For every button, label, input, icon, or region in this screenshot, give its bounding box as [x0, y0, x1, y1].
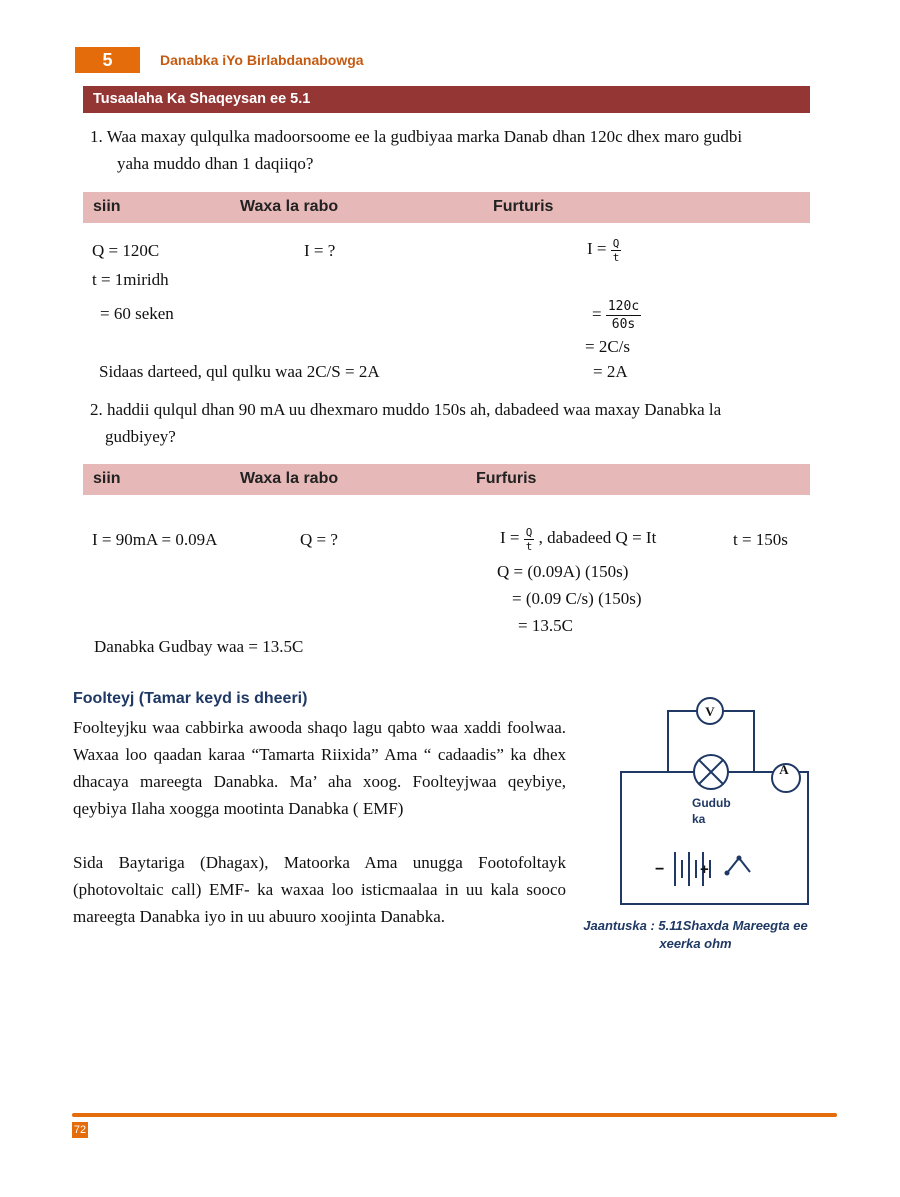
- example2-table-header: [83, 464, 810, 495]
- given-time: t = 1miridh: [92, 270, 169, 289]
- fraction-numerator: 120c: [607, 299, 640, 314]
- given-charge: Q = 120C: [92, 241, 160, 260]
- fraction-denominator: t: [612, 250, 620, 264]
- section-paragraph-2: Sida Baytariga (Dhagax), Matoorka Ama unugga Footofoltayk (photovoltaic call) EMF- ka waxaa loo isticmaalaa in uu kala sooco mareegta Danabka iyo in uu abuuro xoojinta Danabka.: [73, 853, 566, 926]
- formula-prefix: I =: [587, 239, 607, 258]
- required-charge: Q = ?: [300, 530, 338, 549]
- required-current: I = ?: [304, 241, 336, 260]
- equals-sign: =: [592, 304, 602, 324]
- substitution-fraction: [606, 298, 641, 333]
- fraction-denominator: 60s: [611, 317, 636, 332]
- battery-plus-sign: +: [700, 861, 709, 878]
- solution-step4: = 2A: [593, 362, 628, 381]
- header-solution: Furturis: [493, 198, 554, 215]
- solution-substitution: [592, 298, 641, 333]
- bulb-label-line2: ka: [692, 812, 706, 826]
- chapter-number-badge: 5: [75, 47, 140, 73]
- solution-step3: = 2C/s: [585, 337, 631, 356]
- example2-question-line1: 2. haddii qulqul dhan 90 mA uu dhexmaro muddo 150s ah, dabadeed waa maxay Danabka la: [90, 400, 722, 419]
- solution-formula: [587, 235, 621, 264]
- formula-fraction: [611, 237, 622, 264]
- page-number: 72: [73, 1124, 87, 1136]
- example1-question-line2: yaha muddo dhan 1 daqiiqo?: [117, 154, 314, 173]
- switch-icon: [725, 856, 751, 876]
- given-current: I = 90mA = 0.09A: [92, 530, 218, 549]
- formula-prefix: I =: [500, 528, 520, 547]
- solution-formula: [500, 524, 656, 553]
- figure-caption: [578, 917, 813, 953]
- voltmeter-label: V: [705, 704, 715, 719]
- header-solution: Furfuris: [476, 470, 537, 487]
- solution-step4: = 13.5C: [518, 616, 573, 635]
- example2-conclusion: Danabka Gudbay waa = 13.5C: [94, 637, 304, 656]
- formula-fraction: [524, 526, 535, 553]
- footer-divider: [72, 1113, 837, 1117]
- solution-step2: Q = (0.09A) (150s): [497, 562, 629, 581]
- fraction-numerator: Q: [525, 525, 533, 539]
- header-given: siin: [93, 198, 121, 215]
- outer-circuit-wire: [621, 772, 808, 904]
- example1-table-header: [83, 192, 810, 223]
- section-heading: Foolteyj (Tamar keyd is dheeri): [73, 690, 308, 707]
- fraction-denominator: t: [525, 539, 533, 553]
- example2-question-line2: gudbiyey?: [105, 427, 176, 446]
- example1-conclusion: Sidaas darteed, qul qulku waa 2C/S = 2A: [99, 362, 380, 381]
- header-required: Waxa la rabo: [240, 470, 339, 487]
- chapter-title: Danabka iYo Birlabdanabowga: [160, 52, 364, 68]
- formula-suffix: , dabadeed Q = It: [538, 528, 657, 547]
- solution-time: t = 150s: [733, 530, 788, 549]
- fraction-numerator: Q: [612, 236, 620, 250]
- solution-step3: = (0.09 C/s) (150s): [512, 589, 642, 608]
- header-given: siin: [93, 470, 121, 487]
- given-time-seconds: = 60 seken: [100, 304, 174, 323]
- ammeter-label: A: [779, 762, 789, 777]
- caption-line1: Jaantuska : 5.11Shaxda Mareegta ee: [583, 918, 808, 933]
- worked-example-banner: Tusaalaha Ka Shaqeysan ee 5.1: [83, 86, 810, 113]
- section-paragraph-1: Foolteyjku waa cabbirka awooda shaqo lagu qabto waa xaddi foolwaa. Waxaa loo qaadan karaa “Tamarta Riixida” Ama “ cadaadis” ka dhex dhacaya mareegta Danabka. Ma’ aha xoog. Foolteyjwaa qeybiye, qeybiya Ilaha xoogga mootinta Danabka ( EMF): [73, 718, 566, 818]
- circuit-diagram: [600, 690, 820, 915]
- header-required: Waxa la rabo: [240, 198, 339, 215]
- battery-minus-sign: −: [655, 861, 665, 878]
- caption-line2: xeerka ohm: [659, 936, 732, 951]
- bulb-label-line1: Gudub: [692, 796, 731, 810]
- example1-question-line1: 1. Waa maxay qulqulka madoorsoome ee la gudbiyaa marka Danab dhan 120c dhex maro gudbi: [90, 127, 743, 146]
